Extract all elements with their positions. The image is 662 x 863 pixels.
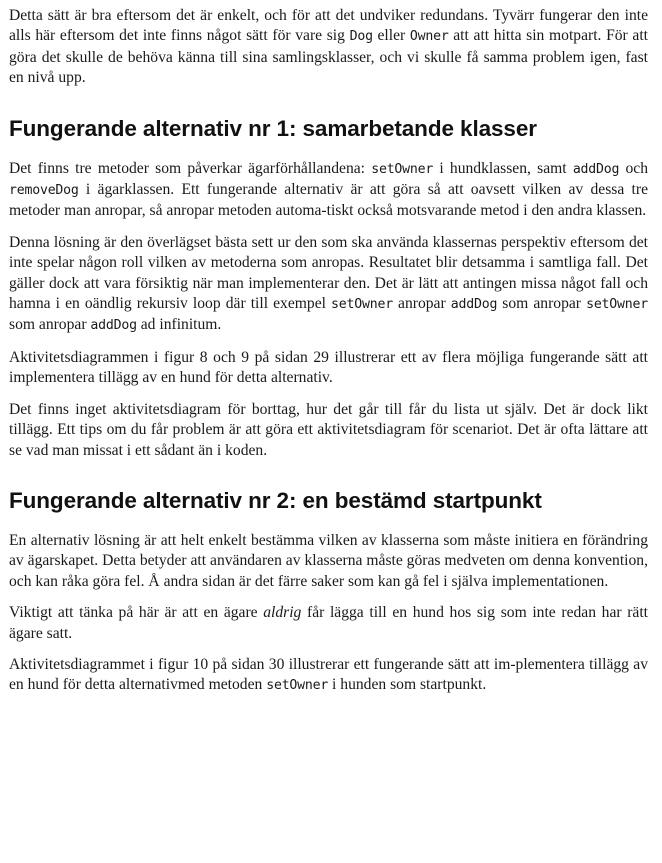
text-run: ad infinitum. [136,316,222,334]
code-removedog: removeDog [9,183,79,199]
text-run: eller [372,27,410,45]
code-dog: Dog [349,29,373,45]
code-adddog: addDog [450,297,498,313]
text-run: får lägga till en hund hos sig som inte redan har rätt ägare satt. [9,604,648,642]
section1-paragraph-3: Aktivitetsdiagrammen i figur 8 och 9 på sidan 29 illustrerar ett av flera möjliga fungerande sätt att implementera tillägg av en hund för detta alternativ. [9,348,648,387]
text-run: i ägarklassen. Ett fungerande alternativ är att göra så att oavsett vilken av dessa tre metoder man anropar, så anropar metoden automa-tiskt också motsvarande metod i den andra klassen. [9,181,648,220]
section1-paragraph-4: Det finns inget aktivitetsdiagram för borttag, hur det går till får du lista ut själv. Det är dock likt tillägg. Ett tips om du får problem är att göra ett aktivitetsdiagram för scenariot. Det är ofta lättare att se vad man missat i ett sådant än i koden. [9,400,648,459]
section-heading-alternative-1: Fungerande alternativ nr 1: samarbetande klasser [9,115,537,141]
text-run: och [619,159,648,177]
code-setowner: setOwner [266,678,329,694]
text-run: Detta sätt är bra eftersom det är enkelt, och för att det undviker redundans. Tyvärr fungerar den inte alls här eftersom det inte finns något sätt för vare sig [9,7,648,45]
emphasis-aldrig: aldrig [263,604,302,622]
text-run: Det finns tre metoder som påverkar ägarförhållandena: [9,159,372,177]
text-run: anropar [392,295,451,313]
section2-paragraph-2 [9,603,648,644]
section-heading-alternative-2: Fungerande alternativ nr 2: en bestämd startpunkt [9,487,542,513]
text-run: i hunden som startpunkt. [328,676,487,694]
intro-paragraph [9,6,648,89]
text-run: att att hitta sin motpart. För att göra det skulle de behöva känna till sina samlingsklasser, och vi skulle få samma problem igen, fast en nivå upp. [9,27,649,87]
code-adddog: addDog [572,161,620,177]
text-run: som anropar [497,295,587,313]
text-run: Denna lösning är den överlägset bästa sett ur den som ska använda klassernas perspektiv eftersom det inte spelar någon roll vilken av metoderna som anropas. Resultatet blir detsamma i samtliga fall. Det gäller dock att vara försiktig när man implementerar den. Det är lätt att antingen missa något fall och hamna i en oändlig rekursiv loop där till exempel [9,233,648,313]
section2-paragraph-1: En alternativ lösning är att helt enkelt bestämma vilken av klasserna som måste initiera en förändring av ägarskapet. Detta betyder att användaren av klasserna måste göras medveten om denna konvention, och kan råka göra fel. Å andra sidan är det färre saker som kan gå fel i själva implementationen. [9,531,648,590]
section1-paragraph-2 [9,233,648,337]
text-run: Viktigt att tänka på här är att en ägare [9,604,264,622]
code-setowner: setOwner [331,297,393,313]
text-run: Aktivitetsdiagrammet i figur 10 på sidan 30 illustrerar ett fungerande sätt att im-plementera tillägg av en hund för detta alternativmed metoden [9,655,648,694]
code-setowner: setOwner [586,297,648,313]
code-owner: Owner [409,29,449,45]
text-run: som anropar [9,316,91,334]
text-run: i hundklassen, samt [433,159,573,177]
section2-paragraph-3 [9,655,648,697]
code-adddog: addDog [90,318,137,334]
section1-paragraph-1 [9,159,648,222]
code-setowner: setOwner [371,161,434,177]
